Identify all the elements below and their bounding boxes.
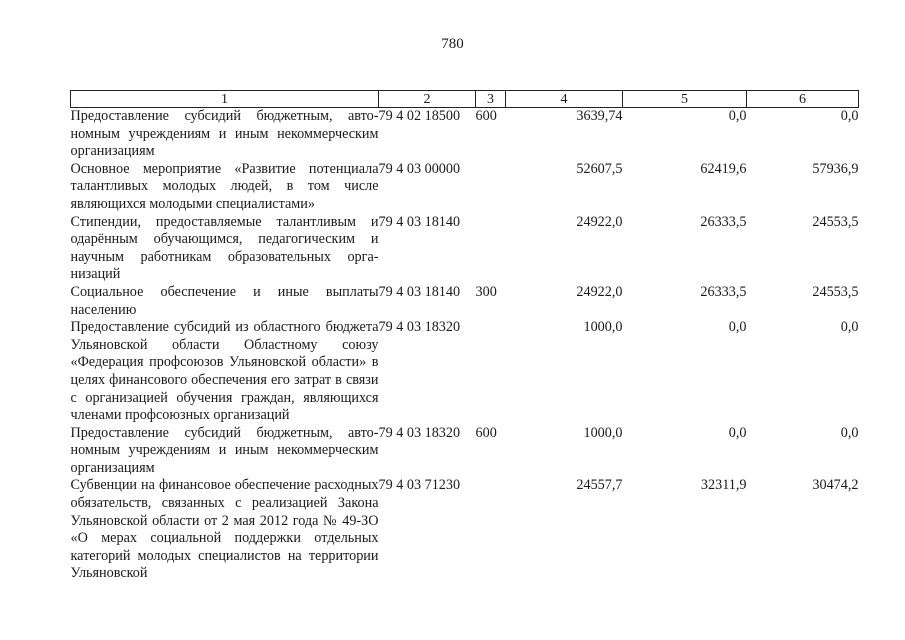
row-code: 79 4 03 18140 — [378, 283, 461, 300]
row-value-year3: 0,0 — [840, 424, 859, 441]
row-value-year2: 0,0 — [728, 424, 747, 441]
row-code: 79 4 03 00000 — [378, 160, 461, 177]
row-value-year1: 1000,0 — [583, 424, 623, 441]
row-value-year2: 0,0 — [728, 108, 747, 124]
row-value-year1: 24922,0 — [576, 213, 623, 230]
table-header — [71, 91, 859, 108]
row-expense-type: 300 — [475, 283, 497, 300]
table-row — [71, 425, 859, 478]
page-number: 780 — [441, 36, 464, 52]
table-row — [71, 284, 859, 319]
row-code: 79 4 03 18320 — [378, 424, 461, 441]
column-header-6: 6 — [747, 91, 859, 108]
row-code: 79 4 02 18500 — [378, 108, 461, 124]
row-value-year3: 0,0 — [840, 319, 859, 336]
row-name: Основное мероприятие «Развитие потенциала талантливых молодых людей, в том числе являющихся молодыми специалистами» — [70, 160, 379, 212]
row-value-year1: 52607,5 — [576, 160, 623, 177]
table-row — [71, 477, 859, 583]
row-name: Предоставление субсидий бюджетным, автономным учреждениям и иным некоммерческим организациям — [70, 108, 379, 160]
table-row — [71, 161, 859, 214]
row-name: Субвенции на финансовое обеспечение расходных обязательств, связанных с реализацией Закона Ульяновской области от 2 мая 2012 года № 49-ЗО «О мерах социальной поддержки отдельных категорий молодых специалистов на территории Ульяновской — [70, 477, 379, 582]
column-header-4: 4 — [506, 91, 623, 108]
row-name: Стипендии, предоставляемые талантливым и одарённым обучающимся, педагогическим и научным работникам образовательных организаций — [70, 213, 379, 283]
row-value-year1: 24922,0 — [576, 283, 623, 300]
budget-table — [70, 90, 859, 583]
row-value-year1: 3639,74 — [576, 108, 623, 124]
table-body — [71, 108, 859, 584]
row-value-year2: 0,0 — [728, 319, 747, 336]
column-header-5: 5 — [623, 91, 747, 108]
column-header-1: 1 — [71, 91, 379, 108]
column-header-3: 3 — [476, 91, 506, 108]
row-value-year3: 0,0 — [840, 108, 859, 124]
row-expense-type — [476, 477, 506, 583]
row-code: 79 4 03 18140 — [378, 213, 461, 230]
row-value-year1: 1000,0 — [583, 319, 623, 336]
row-expense-type: 600 — [475, 108, 497, 124]
row-value-year1: 24557,7 — [576, 477, 623, 494]
row-name: Предоставление субсидий из областного бюджета Ульяновской области Областному союзу «Федерация профсоюзов Ульяновской области» в целях финансового обеспечения его затрат в связи с организацией обучения граждан, являющихся членами профсоюзных организаций — [70, 319, 379, 424]
column-header-2: 2 — [379, 91, 476, 108]
row-value-year3: 30474,2 — [812, 477, 859, 494]
row-expense-type — [476, 214, 506, 284]
row-expense-type — [476, 161, 506, 214]
row-expense-type — [476, 319, 506, 425]
row-name: Социальное обеспечение и иные выплаты населению — [70, 283, 379, 318]
row-name: Предоставление субсидий бюджетным, автономным учреждениям и иным некоммерческим организациям — [70, 424, 379, 476]
row-value-year2: 32311,9 — [700, 477, 747, 494]
row-expense-type: 600 — [475, 424, 497, 441]
table-row — [71, 108, 859, 161]
row-value-year2: 26333,5 — [700, 283, 747, 300]
row-value-year2: 62419,6 — [700, 160, 747, 177]
row-value-year3: 24553,5 — [812, 283, 859, 300]
row-value-year3: 57936,9 — [812, 160, 859, 177]
row-code: 79 4 03 71230 — [378, 477, 461, 494]
table-row — [71, 319, 859, 425]
table-row — [71, 214, 859, 284]
row-value-year3: 24553,5 — [812, 213, 859, 230]
row-value-year2: 26333,5 — [700, 213, 747, 230]
row-code: 79 4 03 18320 — [378, 319, 461, 336]
